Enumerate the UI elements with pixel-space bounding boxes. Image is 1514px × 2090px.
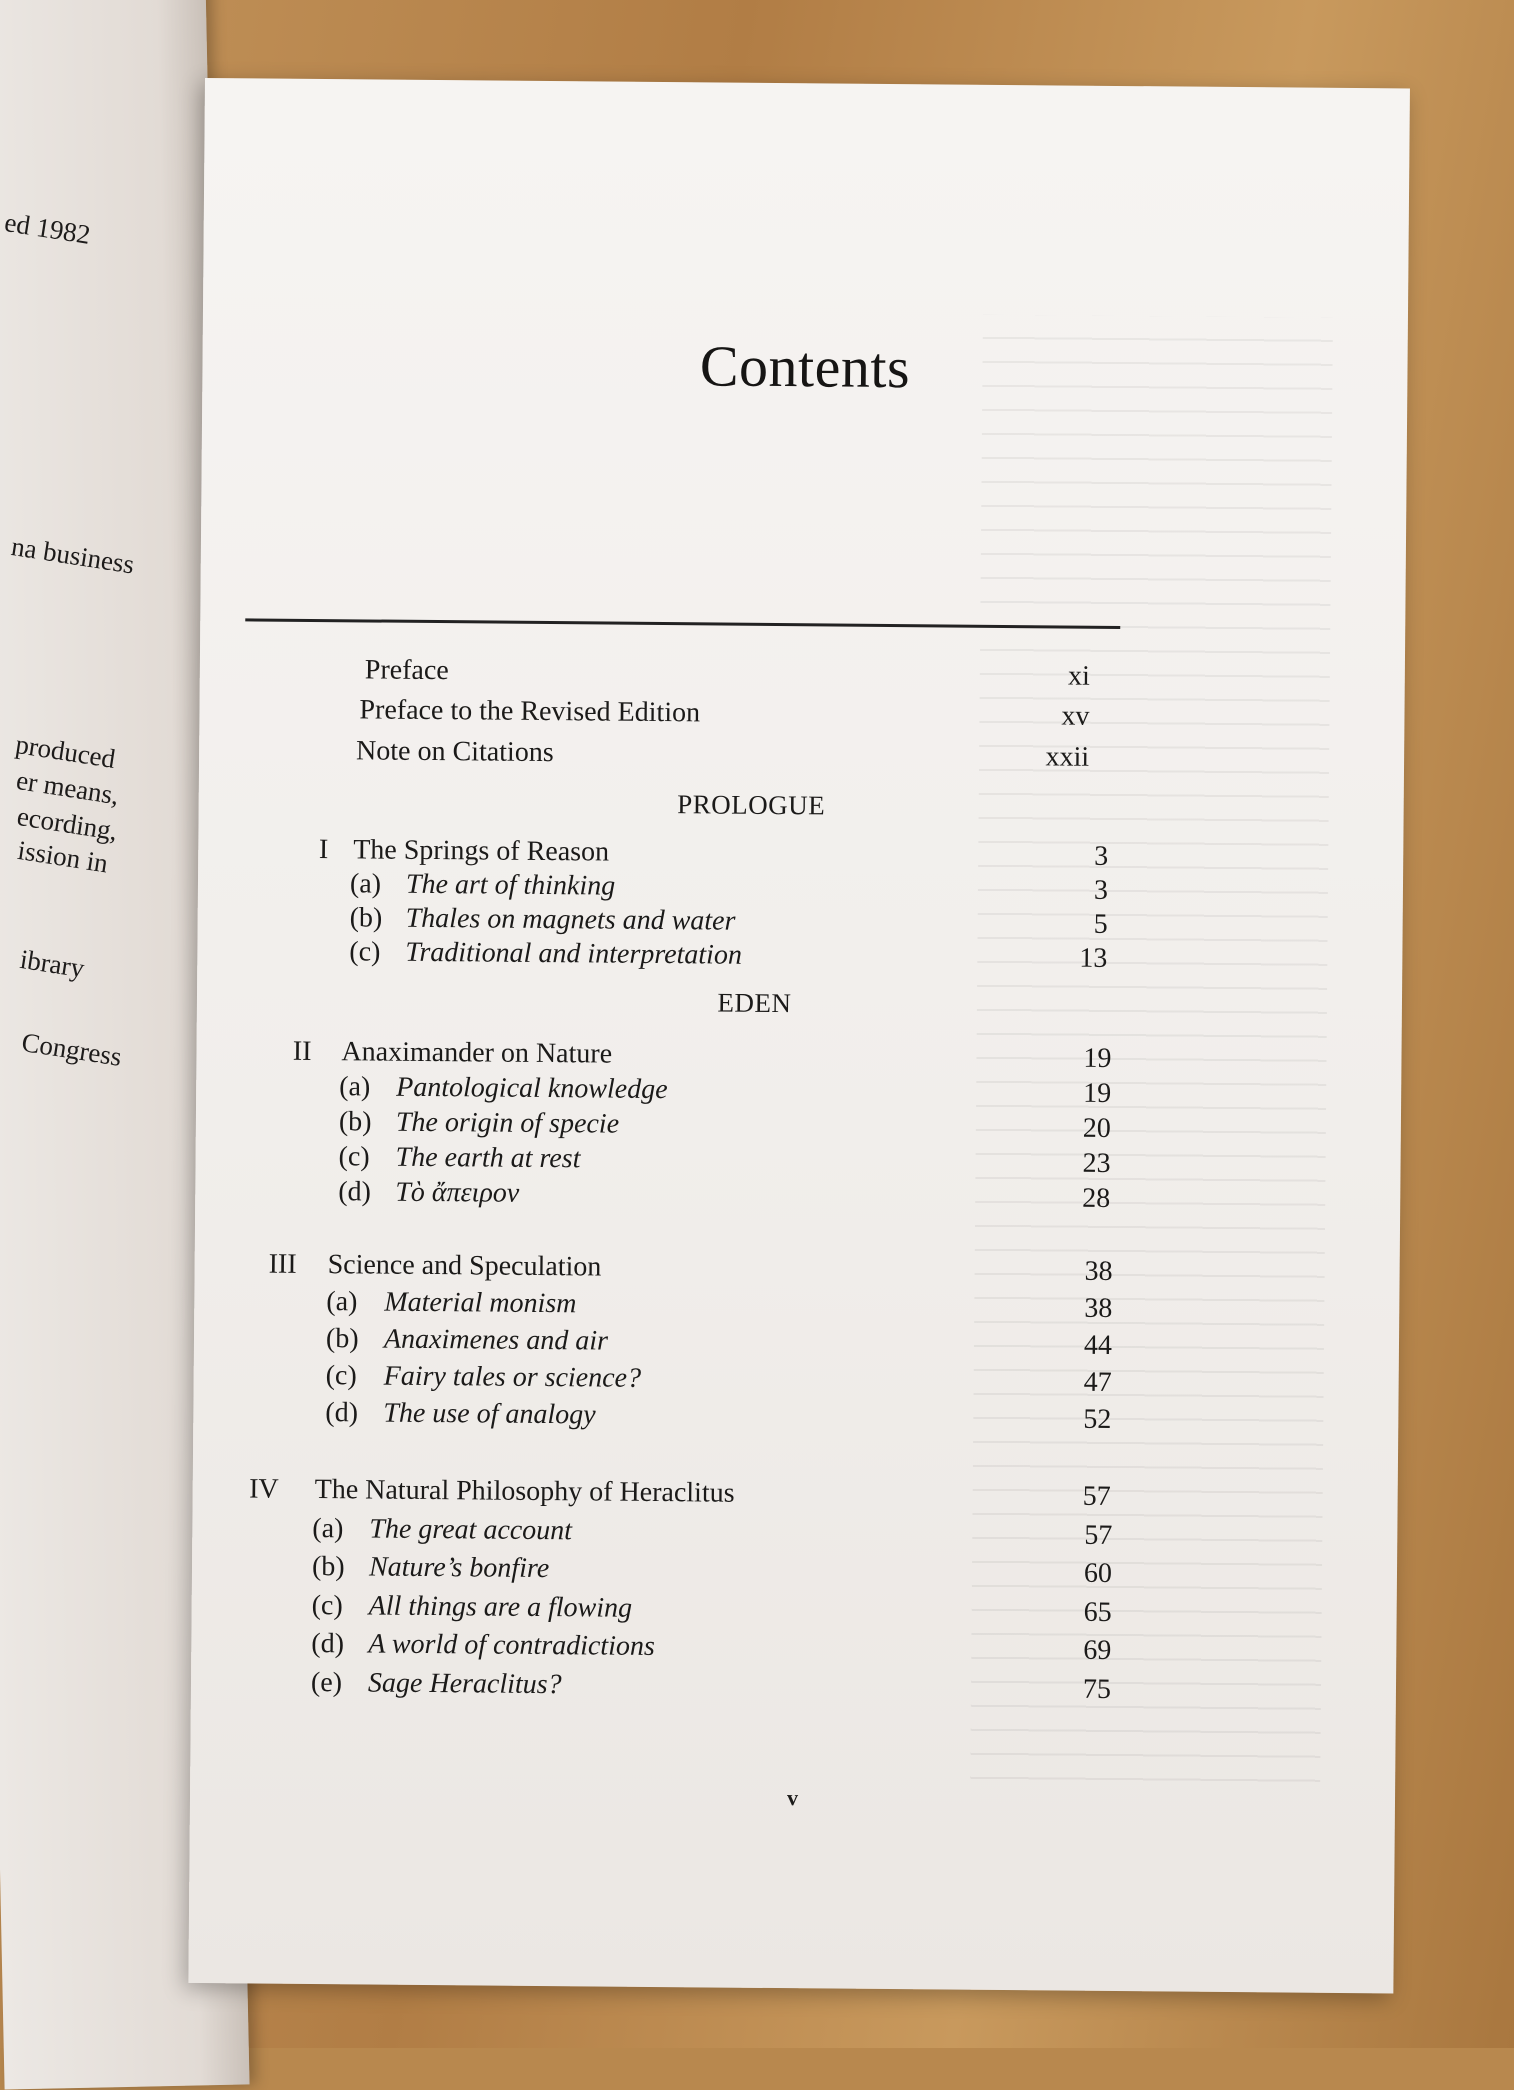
section-title: Fairy tales or science? [383,1360,642,1394]
section-page: 38 [1084,1292,1113,1324]
chapter-numeral: III [268,1248,297,1280]
section-page: 23 [1082,1147,1111,1179]
section-letter: (c) [338,1141,370,1173]
section-page: 75 [1082,1673,1112,1705]
section-letter: (a) [349,868,382,900]
chapter-page: 38 [1084,1255,1113,1287]
section-page: 19 [1083,1077,1112,1109]
left-page-fragment: er means, [14,764,122,811]
section-letter: (a) [339,1071,371,1103]
section-title: All things are a flowing [368,1590,633,1624]
section-letter: (c) [311,1589,343,1622]
page-title: Contents [699,333,911,401]
section-letter: (b) [311,1550,345,1583]
section-letter: (c) [325,1360,357,1392]
section-title: Τὸ ἄπειρον [395,1176,520,1209]
chapter-numeral: IV [249,1473,279,1505]
section-title: Nature’s bonfire [368,1551,550,1585]
chapter-numeral: I [318,834,329,866]
section-page: 3 [1093,874,1109,906]
chapter-title: The Springs of Reason [353,834,610,868]
section-letter: (a) [312,1512,344,1545]
section-letter: (b) [325,1323,359,1355]
section-page: 13 [1079,942,1108,974]
section-page: 60 [1083,1557,1113,1589]
chapter-title: Science and Speculation [327,1249,602,1283]
toc-entry-page: xi [1067,660,1090,692]
section-title: The use of analogy [383,1397,596,1431]
left-page-fragment: Congress [19,1026,124,1072]
section-letter: (d) [311,1627,345,1660]
page-number: v [786,1785,799,1811]
section-title: The great account [369,1513,573,1547]
chapter-title: Anaximander on Nature [341,1036,613,1070]
section-title: Traditional and interpretation [405,936,743,971]
toc-entry-page: xxii [1045,741,1090,773]
section-letter: (c) [349,936,381,968]
section-page: 44 [1083,1329,1113,1361]
chapter-page: 19 [1083,1042,1112,1074]
section-title: A world of contradictions [368,1628,655,1662]
left-page-fragment: produced [13,728,118,774]
section-letter: (e) [310,1666,343,1699]
chapter-numeral: II [292,1035,312,1067]
part-heading: EDEN [717,987,792,1019]
section-title: The art of thinking [405,868,616,902]
section-page: 65 [1083,1596,1112,1628]
toc-entry-page: xv [1061,700,1090,732]
toc-entry-label: Preface [364,654,449,687]
toc-entry-label: Preface to the Revised Edition [359,694,701,729]
section-letter: (a) [326,1286,358,1318]
section-title: Pantological knowledge [396,1071,668,1106]
section-letter: (b) [349,902,383,934]
section-page: 69 [1083,1634,1112,1666]
chapter-title: The Natural Philosophy of Heraclitus [314,1474,735,1509]
section-page: 28 [1082,1182,1111,1214]
contents-page [188,78,1410,1993]
section-page: 57 [1084,1519,1113,1551]
chapter-page: 57 [1082,1480,1111,1512]
section-title: Anaximenes and air [383,1323,609,1357]
left-page-fragment: ed 1982 [2,207,93,250]
section-title: The origin of specie [395,1106,620,1140]
section-page: 5 [1093,908,1108,940]
section-letter: (d) [338,1176,372,1208]
left-page-fragment: ibrary [18,943,87,984]
section-title: Thales on magnets and water [405,902,736,937]
section-letter: (b) [338,1106,372,1138]
left-page-fragment: ecording, [15,800,120,847]
chapter-page: 3 [1094,840,1109,872]
section-page: 47 [1083,1366,1112,1398]
section-page: 20 [1082,1112,1112,1144]
toc-entry-label: Note on Citations [355,735,554,769]
section-title: Material monism [384,1286,577,1320]
section-title: The earth at rest [395,1141,581,1175]
left-page-fragment: na business [9,530,137,580]
part-heading: PROLOGUE [677,789,826,821]
left-page-fragment: ission in [15,834,111,879]
section-title: Sage Heraclitus? [367,1667,562,1701]
section-letter: (d) [325,1397,359,1429]
section-page: 52 [1083,1403,1112,1435]
